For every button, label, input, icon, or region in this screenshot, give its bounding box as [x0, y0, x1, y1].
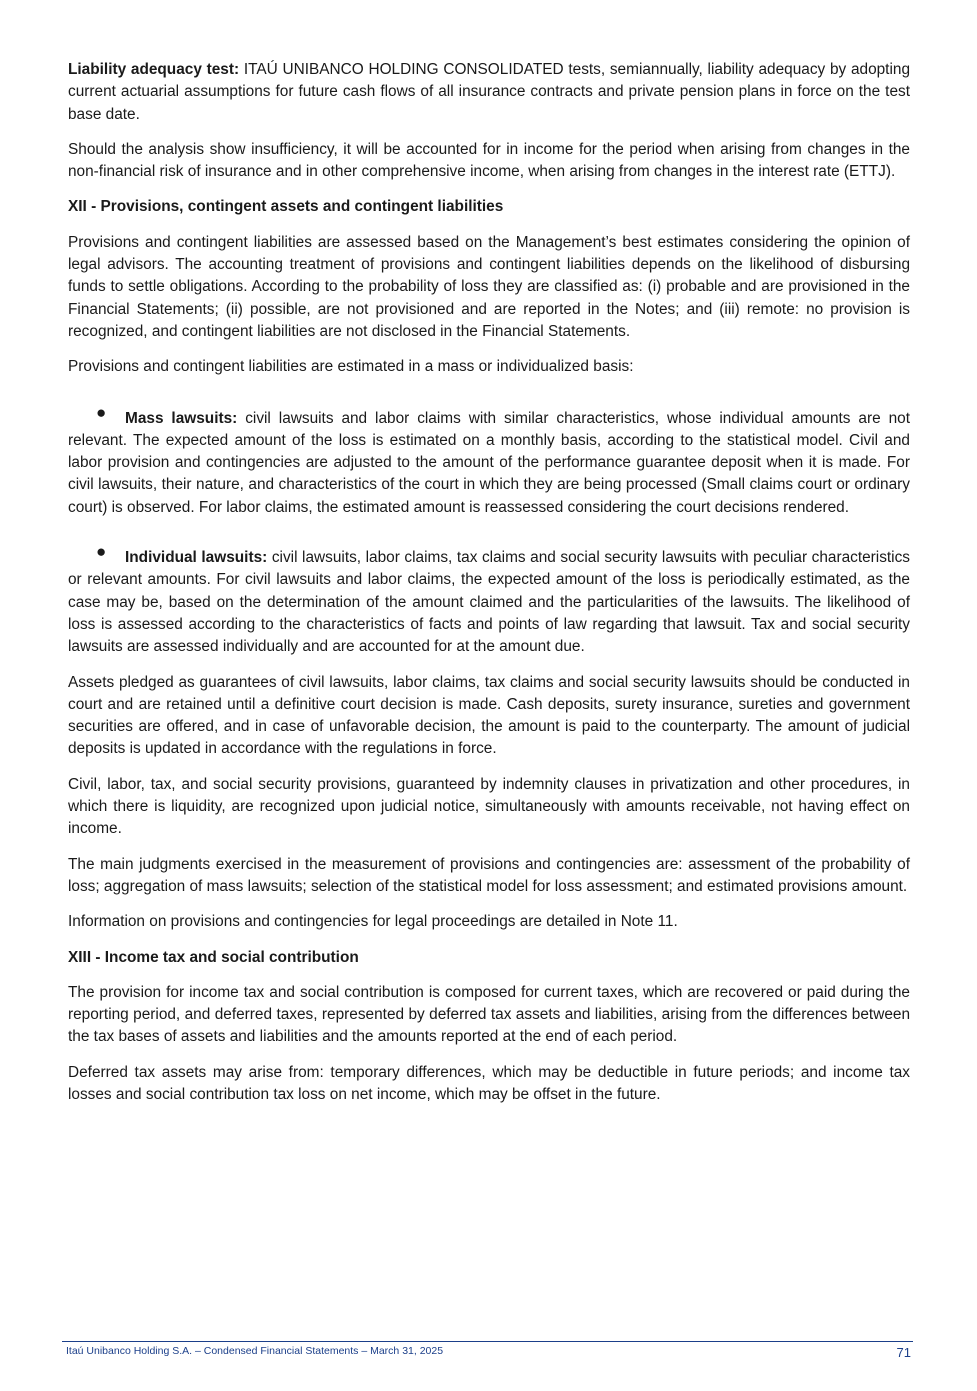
footer-divider — [62, 1341, 913, 1342]
bullet-mass-lawsuits — [68, 402, 910, 519]
liability-adequacy-lead: Liability adequacy test: — [68, 61, 240, 78]
provisions-intro-paragraph: Provisions and contingent liabilities are assessed based on the Management’s best estimates considering the opinion of legal advisors. The accounting treatment of provisions and contingent liabilities depends on the likelihood of disbursing funds to settle obligations. According to the probability of loss they are classified as: (i) probable and are provisioned in the Financial Statements; (ii) possible, are not provisioned and are reported in the Notes; and (iii) remote: no provision is recognized, and contingent liabilities are not disclosed in the Financial Statements. — [68, 233, 910, 340]
bullet-dot-icon: ● — [96, 402, 107, 422]
deferred-tax-paragraph: Deferred tax assets may arise from: temporary differences, which may be deductible in future periods; and income tax losses and social contribution tax loss on net income, which may be offset in the future. — [68, 1063, 910, 1103]
mass-lawsuits-lead: Mass lawsuits: — [125, 409, 238, 427]
provisions-basis-paragraph: Provisions and contingent liabilities are estimated in a mass or individualized basis: — [68, 358, 634, 376]
income-tax-paragraph: The provision for income tax and social contribution is composed for current taxes, which are recovered or paid during the reporting period, and deferred taxes, represented by deferred tax assets and liabilities, arising from the differences between the tax bases of assets and liabilities and the amounts reported at the end of each period. — [68, 983, 910, 1046]
individual-lawsuits-text: civil lawsuits, labor claims, tax claims and social security lawsuits with peculiar characteristics or relevant amounts. For civil lawsuits and labor claims, the expected amount of the loss is periodically estimated, as the case may be, based on the determination of the amount claimed and the particularities of the lawsuits. The likelihood of loss is assessed according to the characteristics of facts and points of law regarding that lawsuit. Tax and social security lawsuits are assessed individually and are accounted for at the amount due. — [68, 549, 910, 656]
bullet-dot-icon: ● — [96, 542, 107, 562]
liability-adequacy-text: ITAÚ UNIBANCO HOLDING CONSOLIDATED tests, semiannually, liability adequacy by adopting current actuarial assumptions for future cash flows of all insurance contracts and private pension plans in force on the test base date. — [68, 61, 910, 123]
main-judgments-paragraph: The main judgments exercised in the measurement of provisions and contingencies are: assessment of the probability of loss; aggregation of mass lawsuits; selection of the statistical model for loss assessment; and estimated provisions amount. — [68, 855, 910, 895]
footer-document-title: Itaú Unibanco Holding S.A. – Condensed Financial Statements – March 31, 2025 — [66, 1345, 444, 1357]
indemnity-provisions-paragraph: Civil, labor, tax, and social security provisions, guaranteed by indemnity clauses in privatization and other procedures, in which there is liquidity, are recognized upon judicial notice, simultaneously with amounts receivable, not having effect on income. — [68, 775, 910, 838]
individual-lawsuits-lead: Individual lawsuits: — [125, 549, 268, 567]
insufficiency-paragraph: Should the analysis show insufficiency, it will be accounted for in income for the period when arising from changes in the non-financial risk of insurance and in other comprehensive income, when arising from changes in the interest rate (ETTJ). — [68, 140, 910, 181]
liability-adequacy-paragraph — [68, 59, 910, 126]
page-number: 71 — [896, 1345, 911, 1360]
document-body — [68, 59, 910, 1119]
mass-lawsuits-text: civil lawsuits and labor claims with similar characteristics, whose individual amounts are not relevant. The expected amount of the loss is estimated on a monthly basis, according to the statistical model. Civil and labor provision and contingencies are adjusted to the amount of the performance guarantee deposit when it is made. For civil lawsuits, their nature, and characteristics of the court in which they are being processed (Small claims court or ordinary court) is observed. For labor claims, the estimated amount is reassessed considering the court decisions rendered. — [68, 409, 910, 516]
assets-pledged-paragraph: Assets pledged as guarantees of civil lawsuits, labor claims, tax claims and social security lawsuits should be conducted in court and are retained until a definitive court decision is made. Cash deposits, surety insurance, sureties and government securities are offered, and in case of unfavorable decision, the amount is paid to the counterparty. The amount of judicial deposits is updated in accordance with the regulations in force. — [68, 673, 910, 758]
note-11-reference-paragraph: Information on provisions and contingencies for legal proceedings are detailed in Note 11. — [68, 913, 678, 931]
section-xii-heading: XII - Provisions, contingent assets and contingent liabilities — [68, 198, 504, 216]
section-xiii-heading: XIII - Income tax and social contribution — [68, 948, 359, 966]
bullet-individual-lawsuits — [68, 542, 910, 658]
